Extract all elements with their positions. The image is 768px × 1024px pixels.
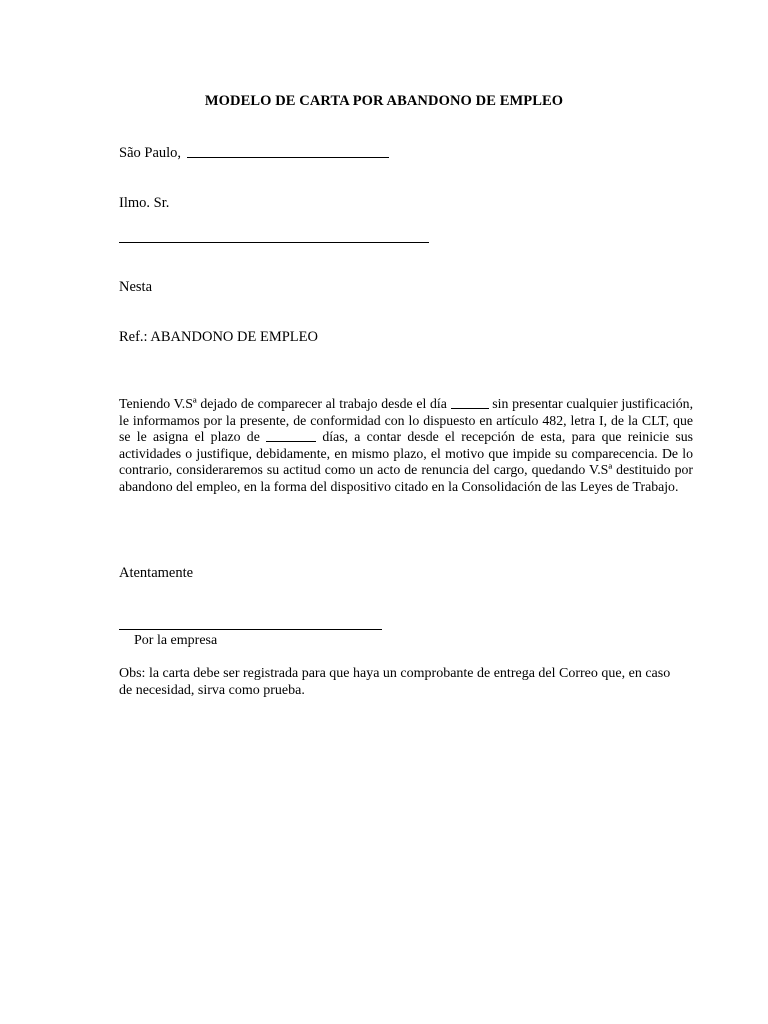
local-line: Nesta [119,279,153,295]
city-label: São Paulo, [119,145,182,161]
days-blank [266,441,316,442]
date-blank [187,157,389,158]
letter-title: MODELO DE CARTA POR ABANDONO DE EMPLEO [204,93,564,109]
signature-line [119,629,382,630]
body-part-3: días, a contar desde el recepción de esta, para que reinicie sus actividades o justifique, debidamente, en mismo plazo, el motivo que impide su comparecencia. De lo contrario, consideraremos su actitud como un acto de renuncia del cargo, quedando V.Sª destituido por abandono del empleo, en la forma del dispositivo citado en la Consolidación de las Leyes de Trabajo. [119,429,693,494]
body-part-2: sin presentar cualquier justificación, le informamos por la presente, de conformidad con lo dispuesto en artículo 482, letra I, de la CLT, que se le asigna el plazo de [119,396,694,445]
letter-body [119,396,693,496]
reference-line: Ref.: ABANDONO DE EMPLEO [119,329,318,345]
closing: Atentamente [119,565,194,581]
city-date-line [119,145,389,162]
observation-note: Obs: la carta debe ser registrada para que haya un comprobante de entrega del Correo que, en caso de necesidad, sirva como prueba. [119,666,671,698]
recipient-name-blank [119,242,429,243]
body-part-1: Teniendo V.Sª dejado de comparecer al trabajo desde el día [119,396,447,411]
salutation: Ilmo. Sr. [119,195,170,211]
start-date-blank [451,408,489,409]
signature-label: Por la empresa [134,633,218,648]
